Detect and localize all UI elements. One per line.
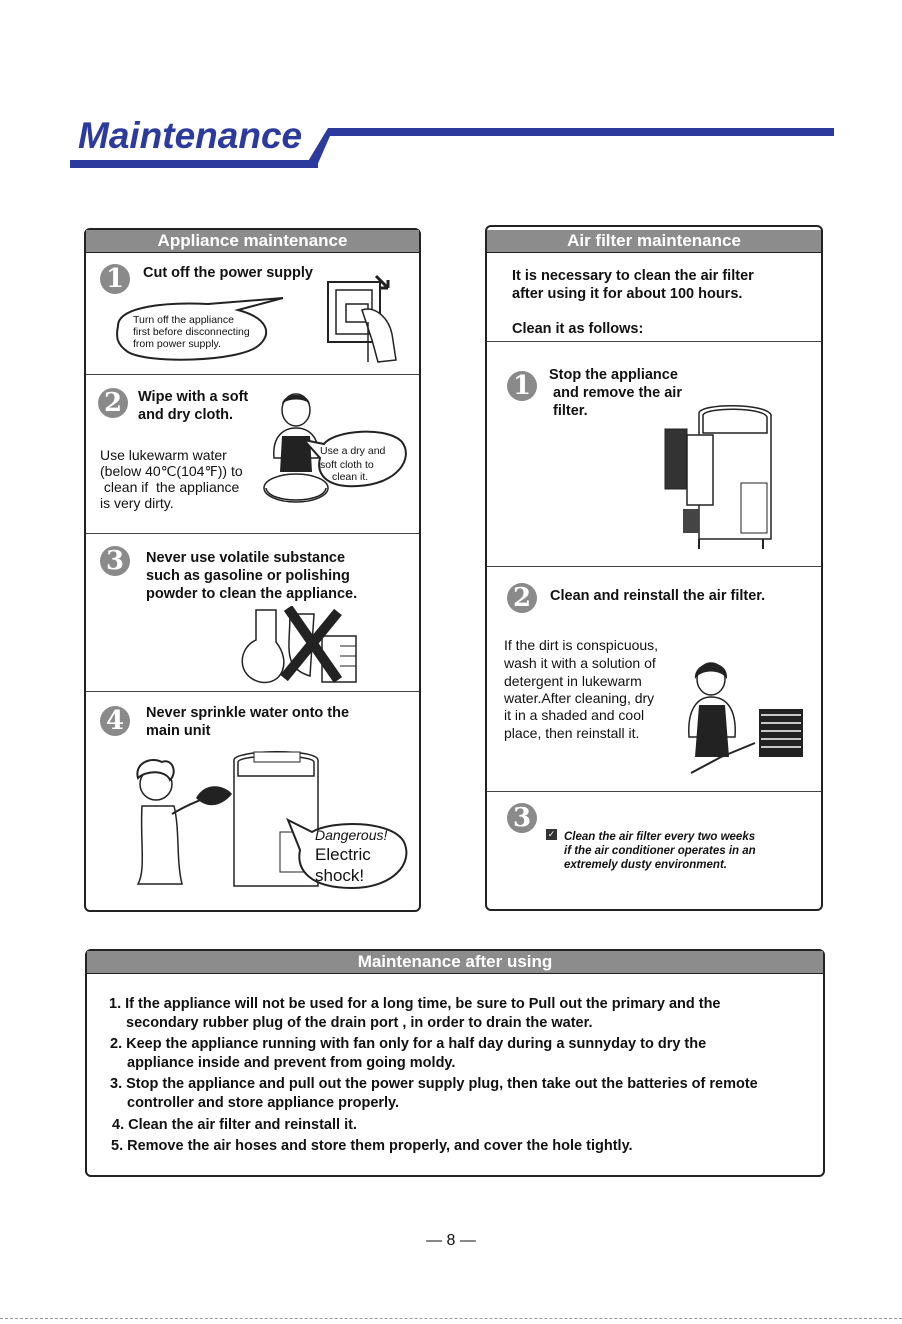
after-using-item-2-line-1: 2. Keep the appliance running with fan only for a half day during a sunnyday to dry the [110,1036,707,1052]
remove-filter-illustration [663,399,778,554]
after-using-item-3-line-1: 3. Stop the appliance and pull out the power supply plug, then take out the batteries of remote [110,1076,758,1092]
step-number-4: 4 [100,706,130,736]
title-underline [70,160,318,168]
air-filter-step-2-body-5: it in a shaded and cool [504,707,645,723]
air-filter-step-2-body-1: If the dirt is conspicuous, [504,637,659,653]
air-filter-step-2-body-3: detergent in lukewarm [504,673,642,689]
air-filter-intro-line-1: It is necessary to clean the air filter [512,268,754,284]
air-filter-maintenance-header: Air filter maintenance [487,230,821,253]
bubble-2-line-3: clean it. [332,471,369,483]
step-4-title-line-2: main unit [146,723,211,739]
step-3-title-line-3: powder to clean the appliance. [146,586,358,602]
air-filter-maintenance-panel [485,225,823,911]
step-2-body-line-2: (below 40℃(104℉)) to [100,463,243,479]
step-number-3: 3 [100,546,130,576]
air-filter-step-2-title: Clean and reinstall the air filter. [550,588,766,604]
air-filter-step-2-body-2: wash it with a solution of [504,655,656,671]
page-title: Maintenance [78,115,303,156]
step-3-title-line-2: such as gasoline or polishing [146,568,350,584]
air-filter-note-line-1: Clean the air filter every two weeks [564,831,756,843]
danger-text-line-2: Electric [315,845,371,864]
appliance-divider-3 [86,691,419,692]
page-number: — 8 — [426,1232,476,1249]
air-filter-step-2-body-4: water.After cleaning, dry [504,690,655,706]
after-using-panel [85,949,825,1177]
appliance-maintenance-header: Appliance maintenance [86,230,419,253]
air-filter-step-number-3: 3 [507,803,537,833]
appliance-divider-1 [86,374,419,375]
danger-text-line-1: Dangerous! [315,827,388,843]
after-using-item-1-line-2: secondary rubber plug of the drain port , in order to drain the water. [126,1015,593,1031]
checkbox-icon: ✓ [547,829,556,839]
step-number-2: 2 [98,388,128,418]
air-filter-step-1-line-2: and remove the air [549,385,682,401]
step-2-body-line-4: is very dirty. [100,495,174,511]
air-filter-step-number-2: 2 [507,583,537,613]
step-3-title-line-1: Never use volatile substance [146,550,346,566]
after-using-item-4: 4. Clean the air filter and reinstall it. [112,1117,357,1133]
air-filter-step-1-line-1: Stop the appliance [549,367,678,383]
air-filter-divider-3 [487,791,821,792]
air-filter-intro-2: Clean it as follows: [512,321,644,337]
danger-text-line-3: shock! [315,866,365,885]
step-1-title: Cut off the power supply [143,265,313,281]
bubble-2-line-1: Use a dry and [320,445,386,457]
after-using-header: Maintenance after using [87,951,823,974]
step-2-title-line-1: Wipe with a soft [138,389,249,405]
title-rule [328,128,834,136]
air-filter-note-line-3: extremely dusty environment. [564,859,727,871]
woman-cleaning-filter-illustration [681,657,811,782]
step-2-body-line-3: clean if the appliance [100,479,240,495]
air-filter-step-1-line-3: filter. [549,403,588,419]
after-using-item-5: 5. Remove the air hoses and store them properly, and cover the hole tightly. [111,1138,633,1154]
step-number-1: 1 [100,264,130,294]
air-filter-divider-2 [487,566,821,567]
after-using-item-3-line-2: controller and store appliance properly. [127,1095,400,1111]
step-2-body-line-1: Use lukewarm water [100,447,227,463]
appliance-divider-2 [86,533,419,534]
after-using-item-1-line-1: 1. If the appliance will not be used for a long time, be sure to Pull out the primary and the [109,996,721,1012]
step-2-title-line-2: and dry cloth. [138,407,234,423]
air-filter-note-line-2: if the air conditioner operates in an [564,845,756,857]
air-filter-step-2-body-6: place, then reinstall it. [504,725,640,741]
air-filter-step-number-1: 1 [507,371,537,401]
wall-outlet-illustration [312,270,407,365]
air-filter-intro-line-2: after using it for about 100 hours. [512,286,743,302]
bubble-1-line-1: Turn off the appliance [133,314,234,326]
bottom-cut-line [0,1318,902,1319]
air-filter-divider-1 [487,341,821,342]
bubble-1-line-2: first before disconnecting [133,326,250,338]
after-using-item-2-line-2: appliance inside and prevent from going moldy. [127,1055,456,1071]
prohibited-chemicals-illustration [230,606,362,686]
bubble-1-line-3: from power supply. [133,338,221,350]
bubble-2-line-2: soft cloth to [320,459,374,471]
appliance-maintenance-panel [84,228,421,912]
person-spraying-water-illustration [126,750,236,890]
step-4-title-line-1: Never sprinkle water onto the [146,705,350,721]
